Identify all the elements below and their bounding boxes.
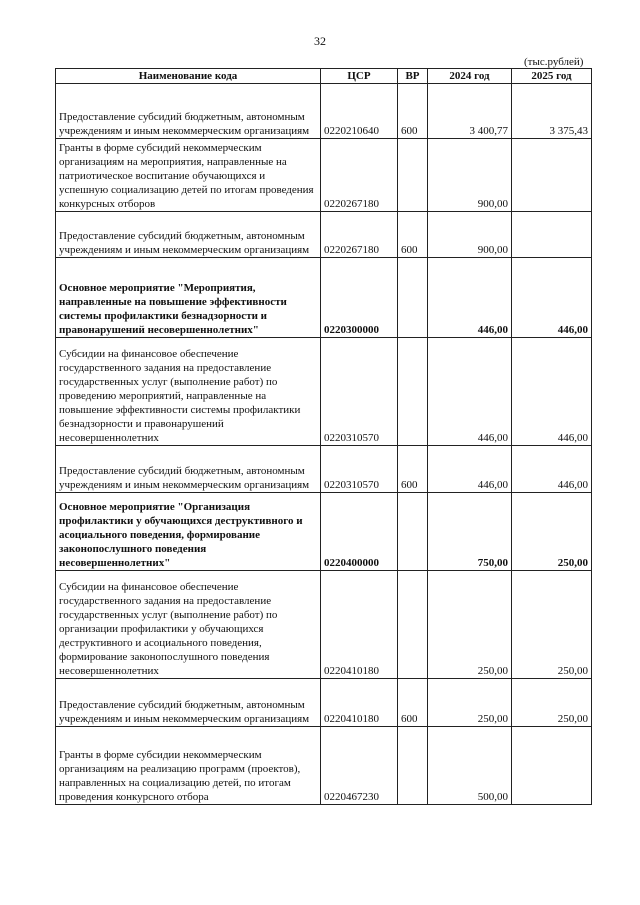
row-name: Предоставление субсидий бюджетным, автономным учреждениям и иным некоммерческим организациям [56, 212, 321, 258]
row-2025 [512, 212, 592, 258]
header-vr: ВР [398, 69, 428, 84]
row-csr: 0220267180 [321, 139, 398, 212]
row-vr [398, 571, 428, 679]
row-csr: 0220310570 [321, 446, 398, 493]
row-2025: 250,00 [512, 493, 592, 571]
table-row [56, 212, 592, 258]
table-row [56, 338, 592, 446]
page-number: 32 [314, 34, 326, 48]
row-name: Субсидии на финансовое обеспечение государственного задания на предоставление государственных услуг (выполнение работ) по проведению мероприятий, направленные на повышение эффективности системы профилактики безнадзорности и правонарушений несовершеннолетних [56, 338, 321, 446]
row-2024: 250,00 [428, 679, 512, 727]
row-csr: 0220310570 [321, 338, 398, 446]
row-csr: 0220210640 [321, 84, 398, 139]
row-2024: 750,00 [428, 493, 512, 571]
row-name: Предоставление субсидий бюджетным, автономным учреждениям и иным некоммерческим организациям [56, 679, 321, 727]
row-2024: 3 400,77 [428, 84, 512, 139]
row-csr: 0220400000 [321, 493, 398, 571]
row-csr: 0220267180 [321, 212, 398, 258]
table-row-main-event [56, 258, 592, 338]
row-2025: 446,00 [512, 338, 592, 446]
row-2024: 250,00 [428, 571, 512, 679]
row-2024: 446,00 [428, 258, 512, 338]
row-spacer [59, 267, 317, 281]
row-name: Предоставление субсидий бюджетным, автономным учреждениям и иным некоммерческим организациям [56, 84, 321, 139]
budget-table [55, 68, 592, 805]
row-csr: 0220467230 [321, 727, 398, 805]
row-name: Основное мероприятие "Мероприятия, направленные на повышение эффективности системы профилактики безнадзорности и правонарушений несовершеннолетних" [59, 282, 287, 336]
row-2025: 3 375,43 [512, 84, 592, 139]
table-row-main-event [56, 493, 592, 571]
row-2025 [512, 727, 592, 805]
row-vr: 600 [398, 446, 428, 493]
row-name-cell [56, 258, 321, 338]
row-vr [398, 338, 428, 446]
row-2025: 250,00 [512, 679, 592, 727]
row-csr: 0220300000 [321, 258, 398, 338]
row-2024: 900,00 [428, 139, 512, 212]
row-name: Гранты в форме субсидии некоммерческим организациям на реализацию программ (проектов), направленных на социализацию детей, по итогам проведения конкурсного отбора [59, 749, 301, 803]
table-row [56, 727, 592, 805]
row-name-cell [56, 727, 321, 805]
table-row [56, 571, 592, 679]
header-csr: ЦСР [321, 69, 398, 84]
row-2025 [512, 139, 592, 212]
row-2025: 446,00 [512, 258, 592, 338]
row-name: Гранты в форме субсидий некоммерческим организациям на мероприятия, направленные на патриотическое воспитание обучающихся и успешную социализацию детей по итогам проведения конкурсных отборов [56, 139, 321, 212]
row-2025: 446,00 [512, 446, 592, 493]
row-vr [398, 258, 428, 338]
row-name: Основное мероприятие "Организация профилактики у обучающихся деструктивного и асоциального поведения, формирование законопослушного поведения несовершеннолетних" [56, 493, 321, 571]
row-name: Субсидии на финансовое обеспечение государственного задания на предоставление государственных услуг (выполнение работ) по организации профилактики у обучающихся деструктивного и асоциального поведения, формирование законопослушного поведения несовершеннолетних [56, 571, 321, 679]
table-row [56, 446, 592, 493]
row-2024: 446,00 [428, 446, 512, 493]
row-vr [398, 727, 428, 805]
row-vr [398, 139, 428, 212]
table-row [56, 84, 592, 139]
row-csr: 0220410180 [321, 679, 398, 727]
row-spacer [59, 734, 317, 748]
row-vr: 600 [398, 679, 428, 727]
row-vr: 600 [398, 84, 428, 139]
row-2024: 446,00 [428, 338, 512, 446]
row-2024: 500,00 [428, 727, 512, 805]
row-vr: 600 [398, 212, 428, 258]
header-2025: 2025 год [512, 69, 592, 84]
header-2024: 2024 год [428, 69, 512, 84]
row-name: Предоставление субсидий бюджетным, автономным учреждениям и иным некоммерческим организациям [56, 446, 321, 493]
table-row [56, 139, 592, 212]
row-2024: 900,00 [428, 212, 512, 258]
row-csr: 0220410180 [321, 571, 398, 679]
units-label: (тыс.рублей) [524, 56, 584, 68]
row-2025: 250,00 [512, 571, 592, 679]
row-vr [398, 493, 428, 571]
table-row [56, 679, 592, 727]
header-name: Наименование кода [56, 69, 321, 84]
table-header-row [56, 69, 592, 84]
